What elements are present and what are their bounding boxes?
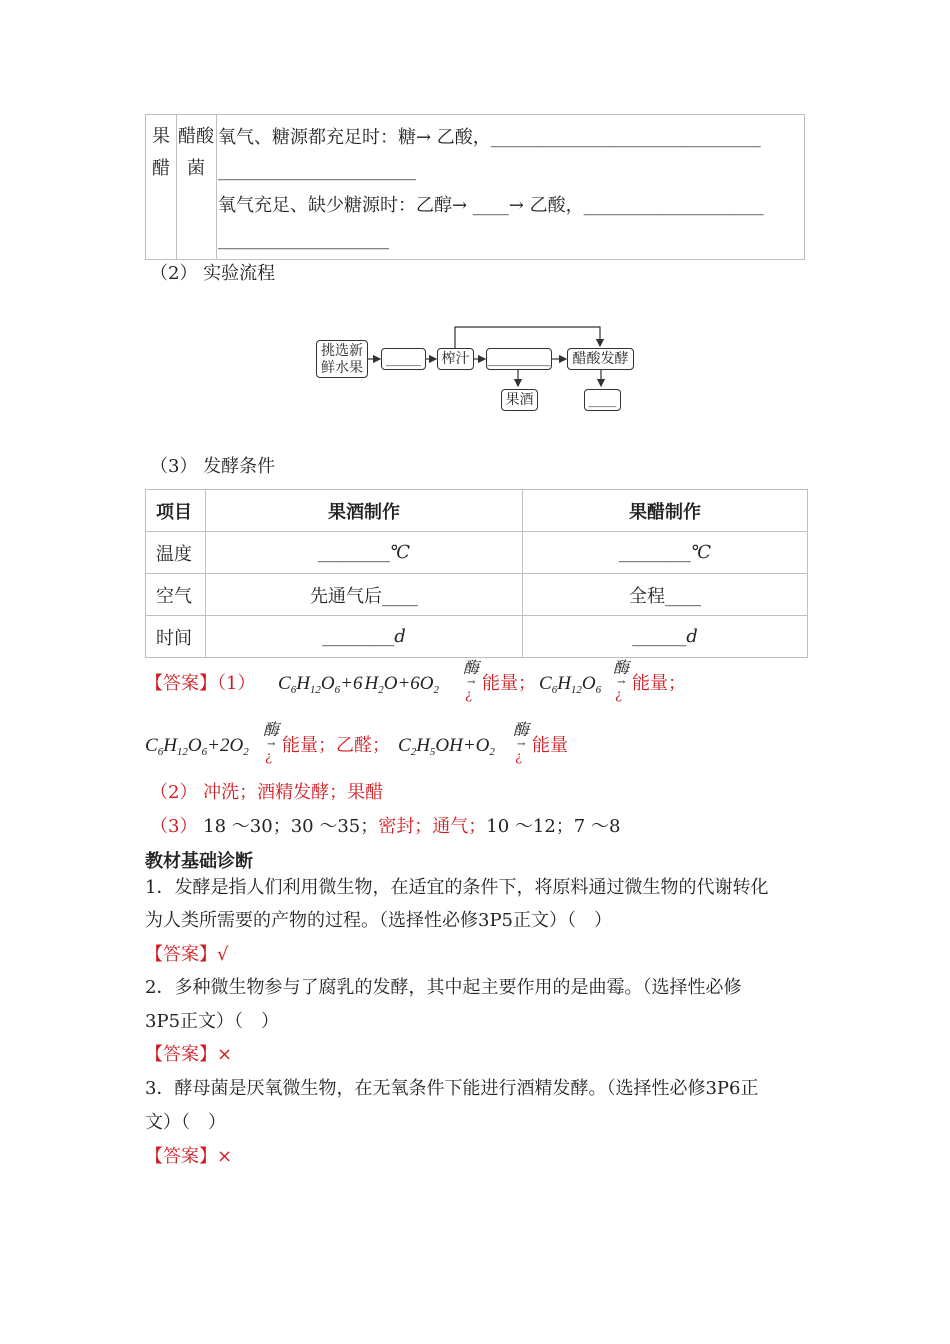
row-wine-value: ________℃ [206,532,523,574]
row-wine-value: 先通气后____ [206,574,523,616]
reaction-sugar-poor-cont: ___________________ [218,229,389,250]
squiggle-mark-4: ¿ [515,750,522,765]
category-char-2: 醋 [152,158,170,179]
answer-3-air: 密封；通气； [378,816,487,837]
energy-label-1: 能量； [482,673,536,694]
acetic-bacteria-table [145,114,805,260]
row-item: 温度 [146,532,206,574]
flow-box-blank1: _____ [381,348,426,370]
enzyme-mark-4: 酶 [513,720,530,739]
question-3-line-2: 文）（ ） [145,1112,226,1133]
enzyme-mark-3: 酶 [263,720,280,739]
formula-glucose: $C_6H_{12}O_6$ [539,673,602,696]
formula-ethanol-oxidation: $C_2H_5OH+O_2$ [398,735,495,758]
row-wine-value: ________d [206,616,523,658]
diagnosis-title: 教材基础诊断 [145,851,253,872]
table-row [146,532,808,574]
answer-3-temps: 18 ～30；30 ～35； [197,816,379,837]
answer-3-label: （3） [150,816,198,837]
energy-label-3: 能量；乙醛； [282,735,390,756]
flow-select-line-1: 挑选新 [321,343,363,359]
energy-label-4: 能量 [532,735,568,756]
row-vinegar-value: 全程____ [523,574,808,616]
table-row [146,574,808,616]
squiggle-mark-2: ¿ [615,688,622,703]
reaction-sugar-poor: 氧气充足、缺少糖源时：乙醇→ ____→ 乙酸，____________________ [218,195,764,216]
arrow-mark-1: → [467,677,476,688]
arrow-press-to-vinegar [455,327,600,348]
flow-box-press: 榨汁 [437,348,474,370]
answer-3 [150,815,620,839]
arrow-mark-3: → [267,739,276,750]
flow-box-wine: 果酒 [501,389,538,411]
section-3-label: （3） 发酵条件 [150,456,276,477]
energy-label-2: 能量； [632,673,686,694]
header-vinegar: 果醋制作 [523,490,808,532]
formula-aerobic-respiration: $C_6H_{12}O_6+6$ $H_2O+6O_2$ [278,673,439,696]
table-col-organism [176,115,217,259]
answer-q3: 【答案】× [145,1146,233,1167]
enzyme-mark-1: 酶 [463,658,480,677]
answer-2: （2） 冲洗；酒精发酵；果醋 [150,782,384,803]
flow-box-blank2: _________ [486,348,552,370]
squiggle-mark-3: ¿ [265,750,272,765]
squiggle-mark-1: ¿ [465,688,472,703]
reaction-sugar-rich-cont: ______________________ [218,160,416,181]
row-vinegar-value: ______d [523,616,808,658]
category-char-1: 果 [152,126,170,147]
table-col-category [146,115,177,259]
arrow-mark-2: → [617,677,626,688]
organism-line-2: 菌 [187,158,205,179]
flow-box-vinegar-ferment: 醋酸发酵 [567,348,634,370]
fermentation-conditions-table [145,489,808,658]
question-2-line-1: 2．多种微生物参与了腐乳的发酵，其中起主要作用的是曲霉。（选择性必修 [145,977,742,998]
row-item: 空气 [146,574,206,616]
answer-1-tag: 【答案】（1） [145,673,256,694]
question-2-line-2: 3P5正文）（ ） [145,1011,280,1032]
flow-box-blank3: ____ [584,389,621,411]
flow-box-select-fruit [316,340,368,378]
table-row [146,616,808,658]
header-wine: 果酒制作 [206,490,523,532]
flow-select-line-2: 鲜水果 [321,360,363,376]
enzyme-mark-2: 酶 [613,658,630,677]
header-item: 项目 [146,490,206,532]
answer-3-times: 10 ～12；7 ～8 [486,816,621,837]
question-3-line-1: 3．酵母菌是厌氧微生物，在无氧条件下能进行酒精发酵。（选择性必修3P6正 [145,1078,759,1099]
answer-q2: 【答案】× [145,1044,233,1065]
row-item: 时间 [146,616,206,658]
formula-glucose-oxidation: $C_6H_{12}O_6+2O_2$ [145,735,249,758]
answer-q1: 【答案】√ [145,944,229,965]
table-header-row [146,490,808,532]
question-1-line-2: 为人类所需要的产物的过程。（选择性必修3P5正文）（ ） [145,910,613,931]
reaction-sugar-rich: 氧气、糖源都充足时：糖→ 乙酸，______________________________ [218,127,761,148]
question-1-line-1: 1．发酵是指人们利用微生物，在适宜的条件下，将原料通过微生物的代谢转化 [145,877,769,898]
arrow-mark-4: → [517,739,526,750]
organism-line-1: 醋酸 [178,126,214,147]
section-2-label: （2） 实验流程 [150,263,276,284]
row-vinegar-value: ________℃ [523,532,808,574]
